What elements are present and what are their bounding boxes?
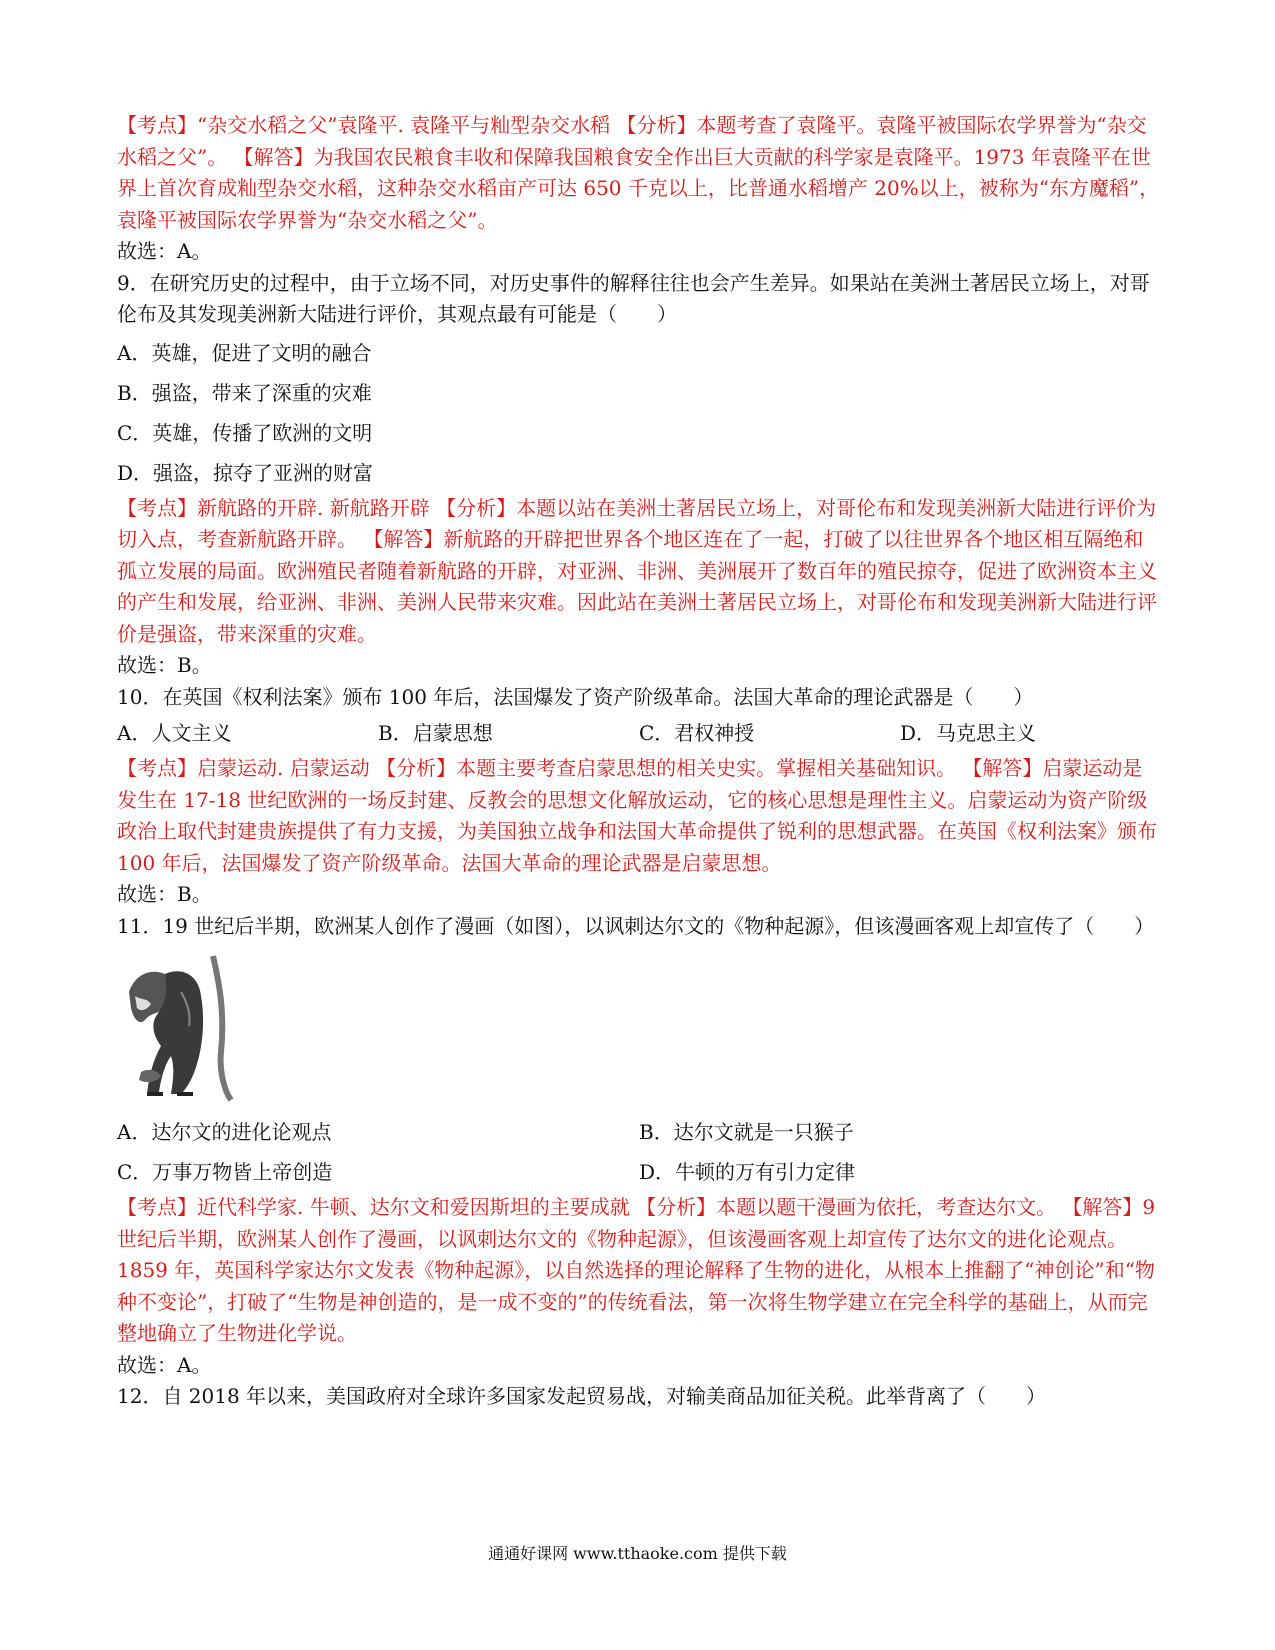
- q9-option-d: D．强盗，掠夺了亚洲的财富: [117, 460, 374, 485]
- q10-option-b: B．启蒙思想: [378, 721, 493, 745]
- darwin-cartoon-image: [121, 952, 241, 1102]
- document-body: [117, 110, 1162, 1413]
- q11-analysis: 【考点】近代科学家. 牛顿、达尔文和爱因斯坦的主要成就 【分析】本题以题干漫画为依托，考查达尔文。 【解答】9 世纪后半期，欧洲某人创作了漫画，以讽刺达尔文的《物种起源》，但该漫画客观上却宣传了达尔文的进化论观点。1859 年，英国科学家达尔文发表《物种起源》，以自然选择的理论解释了生物的进化，从根本上推翻了“神创论”和“物种不变论”，打破了“生物是神创造的，是一成不变的”的传统看法，第一次将生物学建立在完全科学的基础上，从而完整地确立了生物进化学说。: [117, 1195, 1156, 1345]
- page-footer: 通通好课网 www.tthaoke.com 提供下载: [488, 1544, 787, 1563]
- q9-option-c: C．英雄，传播了欧洲的文明: [117, 420, 373, 445]
- q9-stem: 9．在研究历史的过程中，由于立场不同，对历史事件的解释往往也会产生差异。如果站在美洲土著居民立场上，对哥伦布及其发现美洲新大陆进行评价，其观点最有可能是（ ）: [117, 270, 1150, 326]
- q11-options-row1: [117, 1112, 1162, 1152]
- q10-answer: 故选：B。: [117, 882, 212, 906]
- q11-option-d: D．牛顿的万有引力定律: [639, 1160, 856, 1184]
- q11-option-c: C．万事万物皆上帝创造: [117, 1160, 333, 1184]
- q10-option-c: C．君权神授: [639, 721, 755, 745]
- q10-analysis: 【考点】启蒙运动. 启蒙运动 【分析】本题主要考查启蒙思想的相关史实。掌握相关基础知识。 【解答】启蒙运动是发生在 17-18 世纪欧洲的一场反封建、反教会的思想文化解放运动，它的核心思想是理性主义。启蒙运动为资产阶级政治上取代封建贵族提供了有力支援，为美国独立战争和法国大革命提供了锐利的思想武器。在英国《权利法案》颁布 100 年后，法国爆发了资产阶级革命。法国大革命的理论武器是启蒙思想。: [117, 756, 1157, 875]
- q11-answer: 故选：A。: [117, 1352, 212, 1377]
- q10-options: [117, 713, 1162, 753]
- q11-options-row2: [117, 1152, 1162, 1192]
- q10-option-d: D．马克思主义: [900, 721, 1037, 745]
- q9-option-a: A．英雄，促进了文明的融合: [117, 340, 372, 365]
- q9-answer: 故选：B。: [117, 653, 212, 677]
- q9-analysis: 【考点】新航路的开辟. 新航路开辟 【分析】本题以站在美洲土著居民立场上，对哥伦布和发现美洲新大陆进行评价为切入点，考查新航路开辟。 【解答】新航路的开辟把世界各个地区连在了一起，打破了以往世界各个地区相互隔绝和孤立发展的局面。欧洲殖民者随着新航路的开辟，对亚洲、非洲、美洲展开了数百年的殖民掠夺，促进了欧洲资本主义的产生和发展，给亚洲、非洲、美洲人民带来灾难。因此站在美洲土著居民立场上，对哥伦布和发现美洲新大陆进行评价是强盗，带来深重的灾难。: [117, 495, 1157, 646]
- q11-option-b: B．达尔文就是一只猴子: [639, 1120, 854, 1144]
- q8-analysis: 【考点】“杂交水稻之父”袁隆平. 袁隆平与籼型杂交水稻 【分析】本题考查了袁隆平。袁隆平被国际农学界誉为“杂交水稻之父”。 【解答】为我国农民粮食丰收和保障我国粮食安全作出巨大贡献的科学家是袁隆平。1973 年袁隆平在世界上首次育成籼型杂交水稻，这种杂交水稻亩产可达 650 千克以上，比普通水稻增产 20%以上，被称为“东方魔稻”，袁隆平被国际农学界誉为“杂交水稻之父”。: [117, 113, 1160, 232]
- q11-stem: 11．19 世纪后半期，欧洲某人创作了漫画（如图），以讽刺达尔文的《物种起源》，但该漫画客观上却宣传了（ ）: [117, 913, 1155, 938]
- q11-option-a: A．达尔文的进化论观点: [117, 1120, 332, 1144]
- q10-stem: 10．在英国《权利法案》颁布 100 年后，法国爆发了资产阶级革命。法国大革命的理论武器是（ ）: [117, 684, 1034, 709]
- q8-answer: 故选：A。: [117, 239, 212, 263]
- q12-stem: 12．自 2018 年以来，美国政府对全球许多国家发起贸易战，对输美商品加征关税。此举背离了（ ）: [117, 1384, 1047, 1408]
- q10-option-a: A．人文主义: [117, 721, 232, 745]
- q9-option-b: B．强盗，带来了深重的灾难: [117, 380, 372, 405]
